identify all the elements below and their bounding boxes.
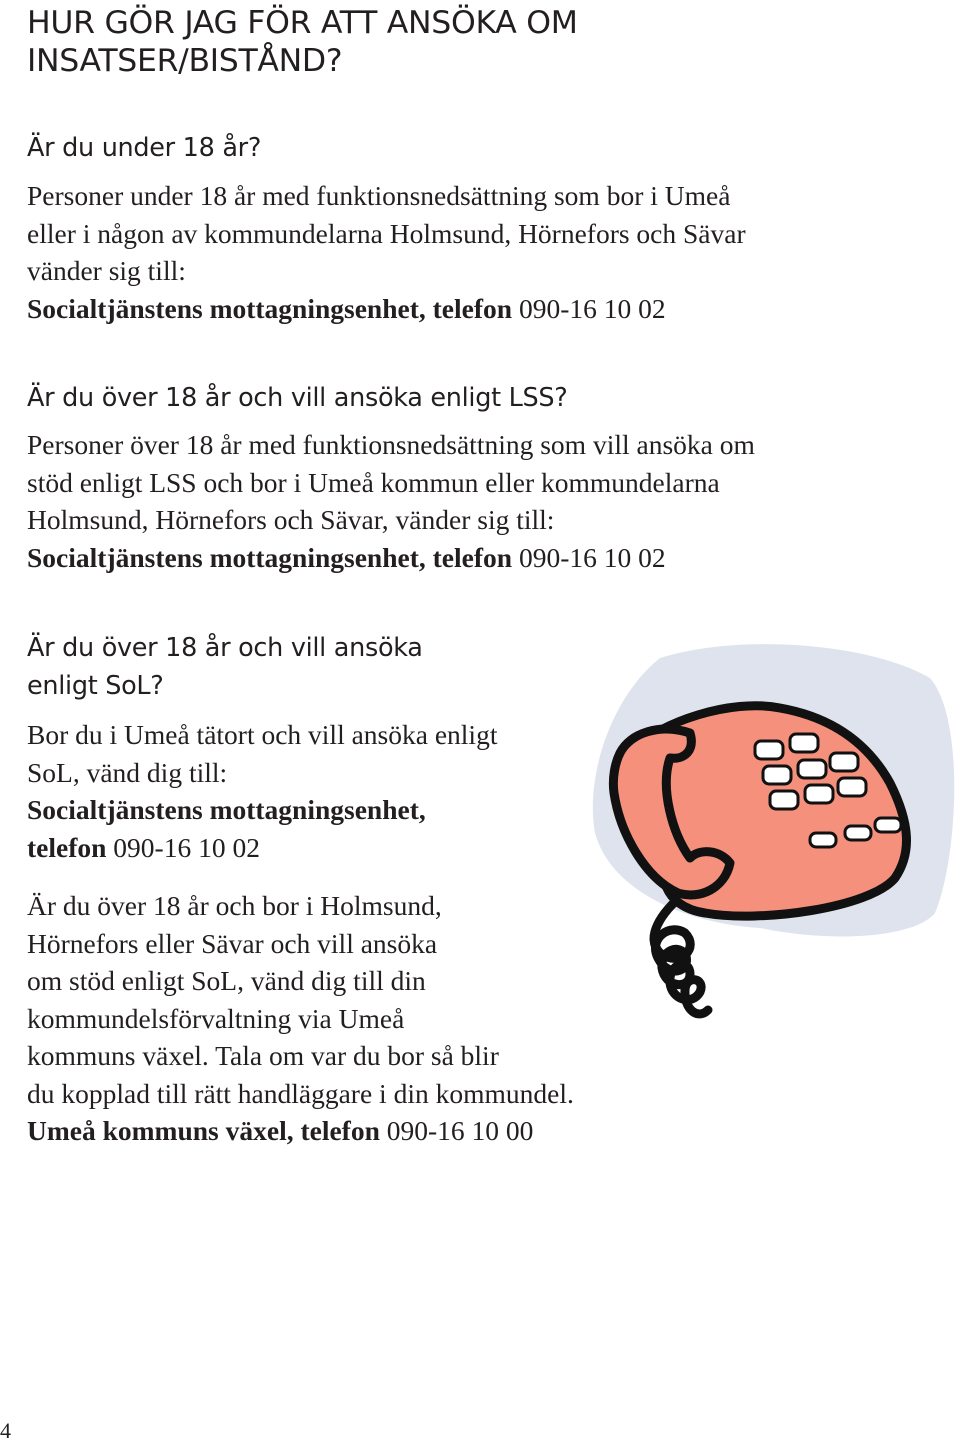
page-title: [27, 4, 727, 80]
contact-line: [27, 539, 755, 577]
contact-label: Socialtjänstens mottagningsenhet, telefon: [27, 292, 513, 324]
paragraph-over-18-lss: [27, 426, 755, 576]
body-line: Holmsund, Hörnefors och Sävar, vänder sig till:: [27, 504, 555, 535]
paragraph-under-18: [27, 177, 746, 327]
body-line: vänder sig till:: [27, 255, 186, 286]
contact-label: Socialtjänstens mottagningsenhet, telefon: [27, 541, 513, 573]
body-line: Bor du i Umeå tätort och vill ansöka enligt: [27, 719, 498, 750]
contact-line: [27, 290, 746, 328]
heading-line: Är du över 18 år och vill ansöka: [27, 633, 423, 663]
heading-line: enligt SoL?: [27, 671, 164, 701]
body-line: Personer under 18 år med funktionsnedsättning som bor i Umeå: [27, 180, 731, 211]
contact-label: telefon: [27, 831, 107, 863]
paragraph-kommundel: [27, 887, 574, 1150]
body-line: om stöd enligt SoL, vänd dig till din: [27, 965, 426, 996]
contact-number: 090-16 10 00: [379, 1115, 534, 1146]
heading-over-18-lss: Är du över 18 år och vill ansöka enligt LSS?: [27, 383, 568, 413]
heading-under-18: Är du under 18 år?: [27, 133, 262, 163]
paragraph-over-18-sol: [27, 716, 497, 866]
contact-number: 090-16 10 02: [512, 292, 666, 324]
contact-label: Socialtjänstens mottagningsenhet,: [27, 794, 426, 825]
body-line: Personer över 18 år med funktionsnedsättning som vill ansöka om: [27, 429, 755, 460]
body-line: Hörnefors eller Sävar och vill ansöka: [27, 927, 438, 959]
title-line-1: HUR GÖR JAG FÖR ATT ANSÖKA OM: [27, 5, 578, 41]
telephone-icon: [590, 638, 960, 1058]
body-line: stöd enligt LSS och bor i Umeå kommun eller kommundelarna: [27, 466, 720, 498]
body-line: kommuns växel. Tala om var du bor så blir: [27, 1040, 499, 1071]
body-line: Är du över 18 år och bor i Holmsund,: [27, 890, 442, 921]
page-number: 4: [0, 1418, 11, 1443]
contact-label: Umeå kommuns växel, telefon: [27, 1115, 380, 1146]
contact-number: 090-16 10 02: [106, 831, 260, 863]
body-line: kommundelsförvaltning via Umeå: [27, 1002, 405, 1034]
title-line-2: INSATSER/BISTÅND?: [27, 43, 343, 79]
body-line: eller i någon av kommundelarna Holmsund, Hörnefors och Sävar: [27, 217, 746, 249]
contact-line: [27, 829, 497, 867]
heading-over-18-sol: [27, 629, 423, 705]
contact-line: [27, 1112, 574, 1150]
contact-number: 090-16 10 02: [512, 541, 666, 573]
body-line: du kopplad till rätt handläggare i din kommundel.: [27, 1077, 574, 1109]
body-line: SoL, vänd dig till:: [27, 756, 228, 788]
